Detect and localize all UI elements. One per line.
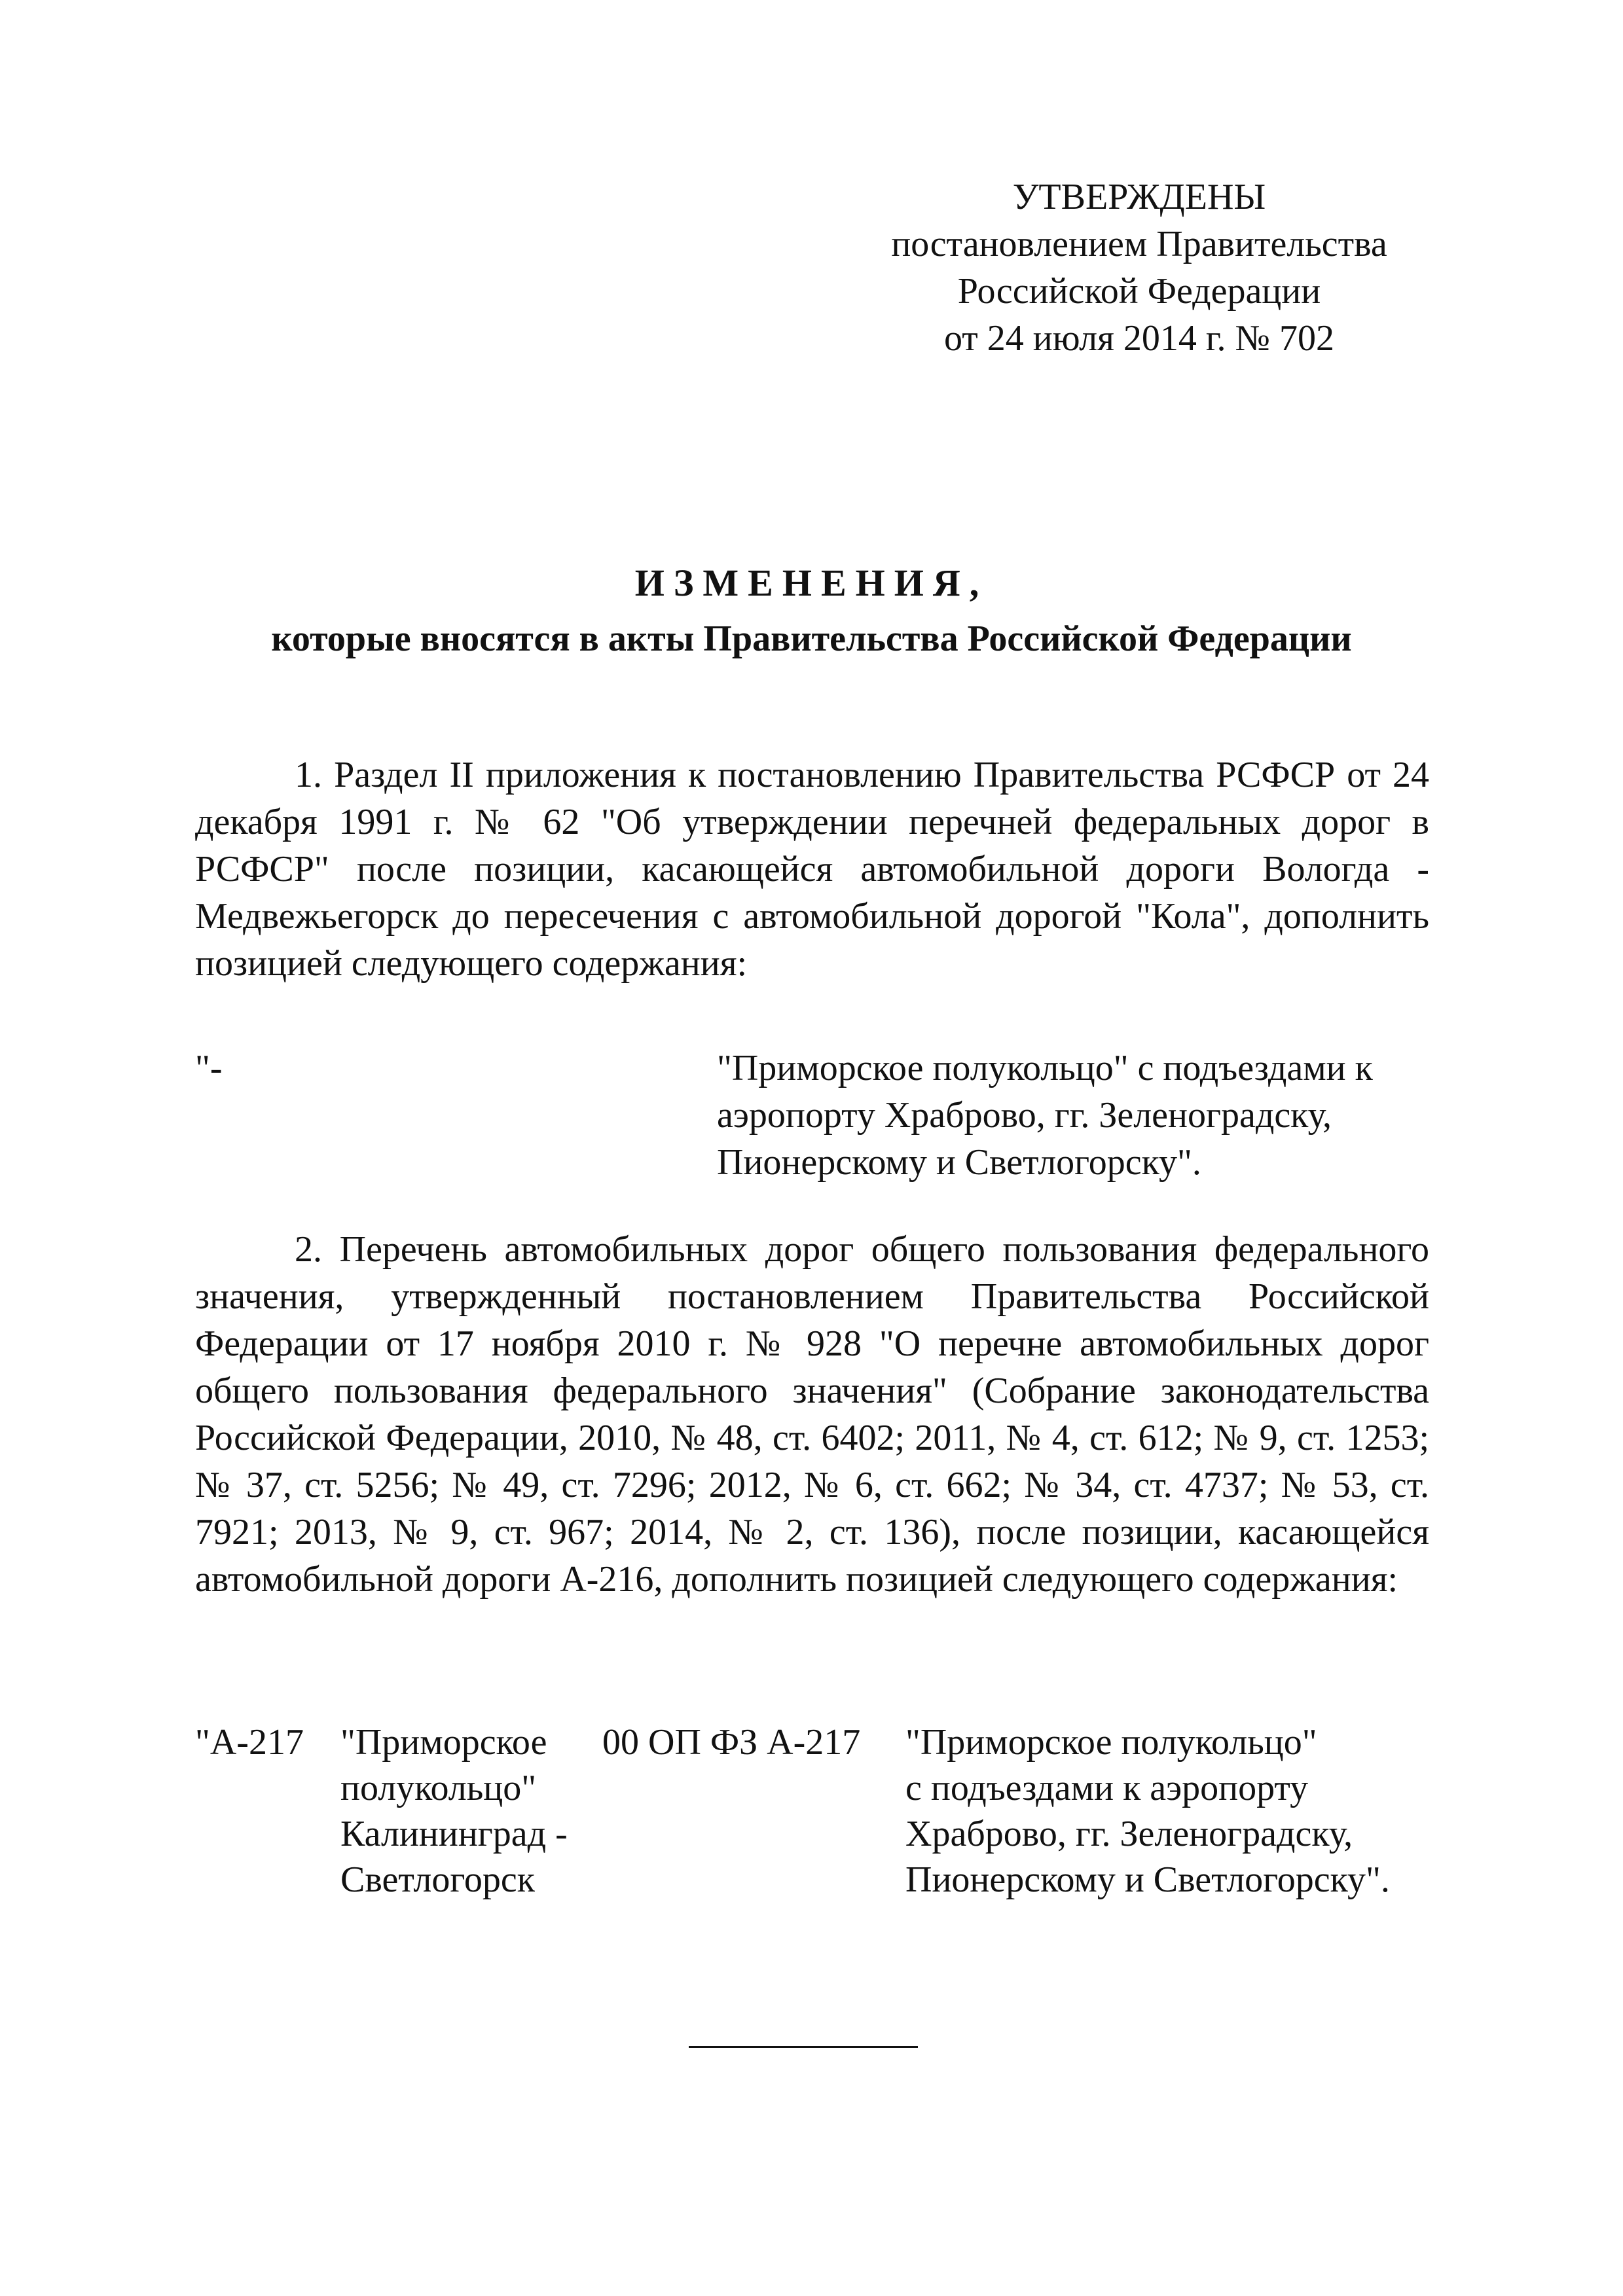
- insert-2-road-description: "Приморское полукольцо" с подъездами к аэропорту Храброво, гг. Зеленоградску, Пионерскому и Светлогорску".: [905, 1722, 1390, 1900]
- approval-line-3: от 24 июля 2014 г. № 702: [944, 318, 1334, 359]
- approval-line-1: постановлением Правительства: [891, 224, 1387, 264]
- document-title: ИЗМЕНЕНИЯ,: [634, 562, 989, 604]
- paragraph-1: 1. Раздел II приложения к постановлению Правительства РСФСР от 24 декабря 1991 г. № 62 "Об утверждении перечней федеральных дорог в РСФСР" после позиции, касающейся автомобильной дороги Вологда - Медвежьегорск до пересечения с автомобильной дорогой "Кола", дополнить позицией следующего содержания:: [195, 755, 1429, 984]
- insert-1-text: "Приморское полукольцо" с подъездами к аэропорту Храброво, гг. Зеленоградску, Пионерскому и Светлогорску".: [717, 1048, 1373, 1183]
- insert-2-road-number: "А-217: [195, 1722, 304, 1763]
- insert-1-quote-mark: "-: [195, 1048, 223, 1088]
- approval-block: [851, 173, 1427, 362]
- bottom-separator-line: [689, 2046, 918, 2048]
- insert-2-road-name: "Приморское полукольцо" Калининград - Светлогорск: [340, 1722, 568, 1900]
- insert-2-road-code: 00 ОП ФЗ А-217: [602, 1722, 861, 1763]
- paragraph-2: 2. Перечень автомобильных дорог общего пользования федерального значения, утвержденный постановлением Правительства Российской Федерации от 17 ноября 2010 г. № 928 "О перечне автомобильных дорог общего пользования федерального значения" (Собрание законодательства Российской Федерации, 2010, № 48, ст. 6402; 2011, № 4, ст. 612; № 9, ст. 1253; № 37, ст. 5256; № 49, ст. 7296; 2012, № 6, ст. 662; № 34, ст. 4737; № 53, ст. 7921; 2013, № 9, ст. 967; 2014, № 2, ст. 136), после позиции, касающейся автомобильной дороги А-216, дополнить позицией следующего содержания:: [195, 1229, 1429, 1600]
- approval-line-2: Российской Федерации: [957, 271, 1321, 312]
- approval-label: УТВЕРЖДЕНЫ: [1012, 177, 1266, 217]
- document-subtitle: которые вносятся в акты Правительства Российской Федерации: [271, 619, 1352, 659]
